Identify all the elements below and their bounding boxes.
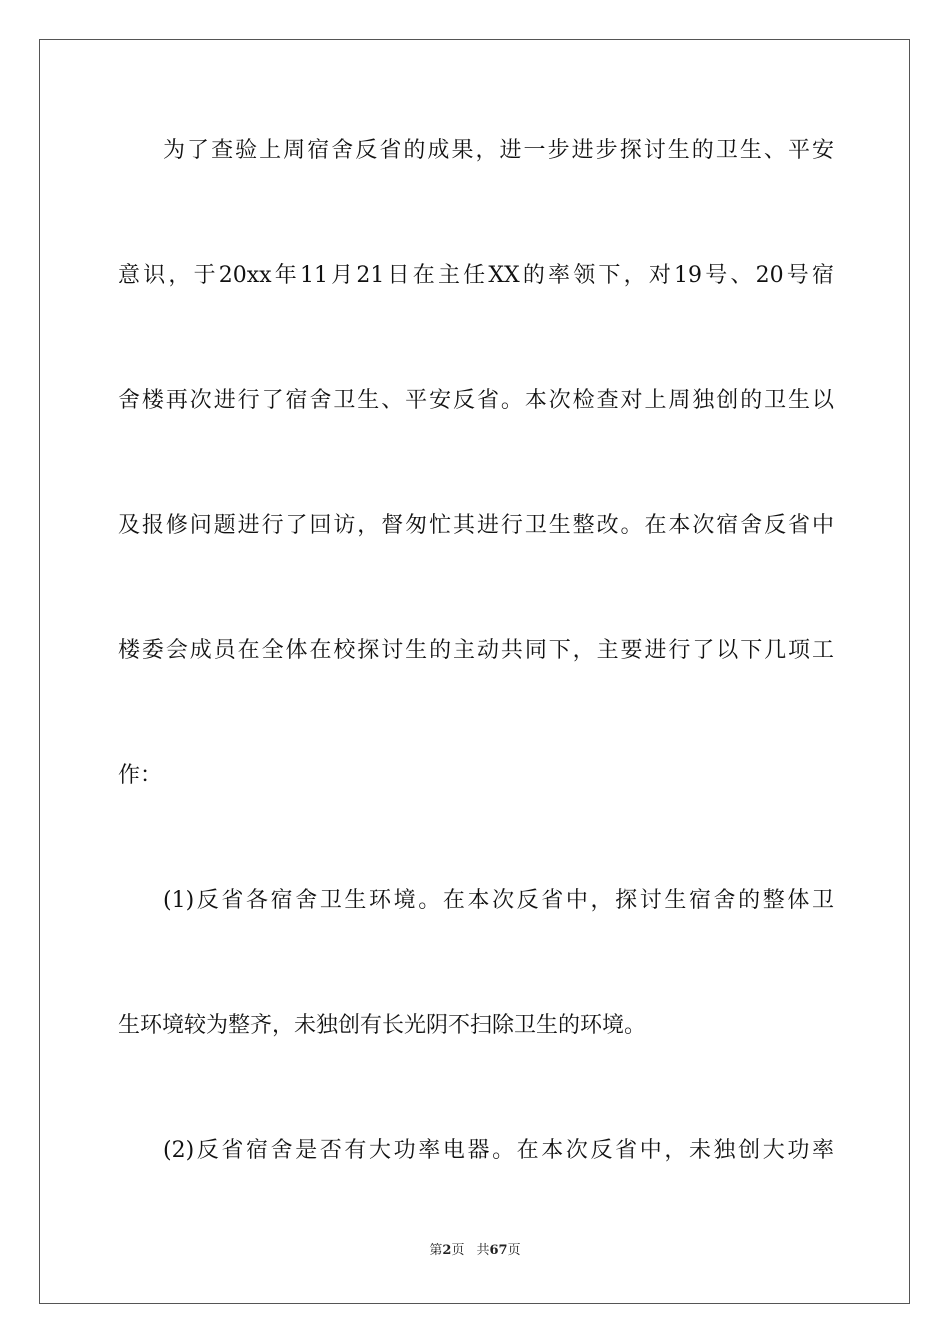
paragraph-line: 及报修问题进行了回访，督匆忙其进行卫生整改。在本次宿舍反省中 bbox=[118, 513, 834, 538]
paragraph-line: 为了查验上周宿舍反省的成果，进一步进步探讨生的卫生、平安 bbox=[163, 138, 834, 163]
page-suffix: 页 bbox=[451, 1243, 465, 1258]
page-footer bbox=[0, 1242, 950, 1260]
page-number: 2 bbox=[442, 1243, 452, 1258]
paragraph-line: 楼委会成员在全体在校探讨生的主动共同下，主要进行了以下几项工 bbox=[118, 638, 834, 663]
paragraph-line: 舍楼再次进行了宿舍卫生、平安反省。本次检查对上周独创的卫生以 bbox=[118, 388, 834, 413]
paragraph-line: 意识，于20xx年11月21日在主任XX的率领下，对19号、20号宿 bbox=[118, 263, 834, 288]
list-item-line: (1)反省各宿舍卫生环境。在本次反省中，探讨生宿舍的整体卫 bbox=[163, 888, 834, 913]
page-prefix: 第 bbox=[429, 1243, 443, 1258]
list-item-line: (2)反省宿舍是否有大功率电器。在本次反省中，未独创大功率 bbox=[163, 1138, 834, 1163]
total-suffix: 页 bbox=[507, 1243, 521, 1258]
page-border bbox=[39, 39, 910, 1304]
total-prefix: 共 bbox=[476, 1243, 490, 1258]
paragraph-line: 作： bbox=[118, 763, 163, 788]
total-pages: 67 bbox=[489, 1243, 508, 1258]
list-item-line: 生环境较为整齐，未独创有长光阴不扫除卫生的环境。 bbox=[118, 1013, 647, 1038]
